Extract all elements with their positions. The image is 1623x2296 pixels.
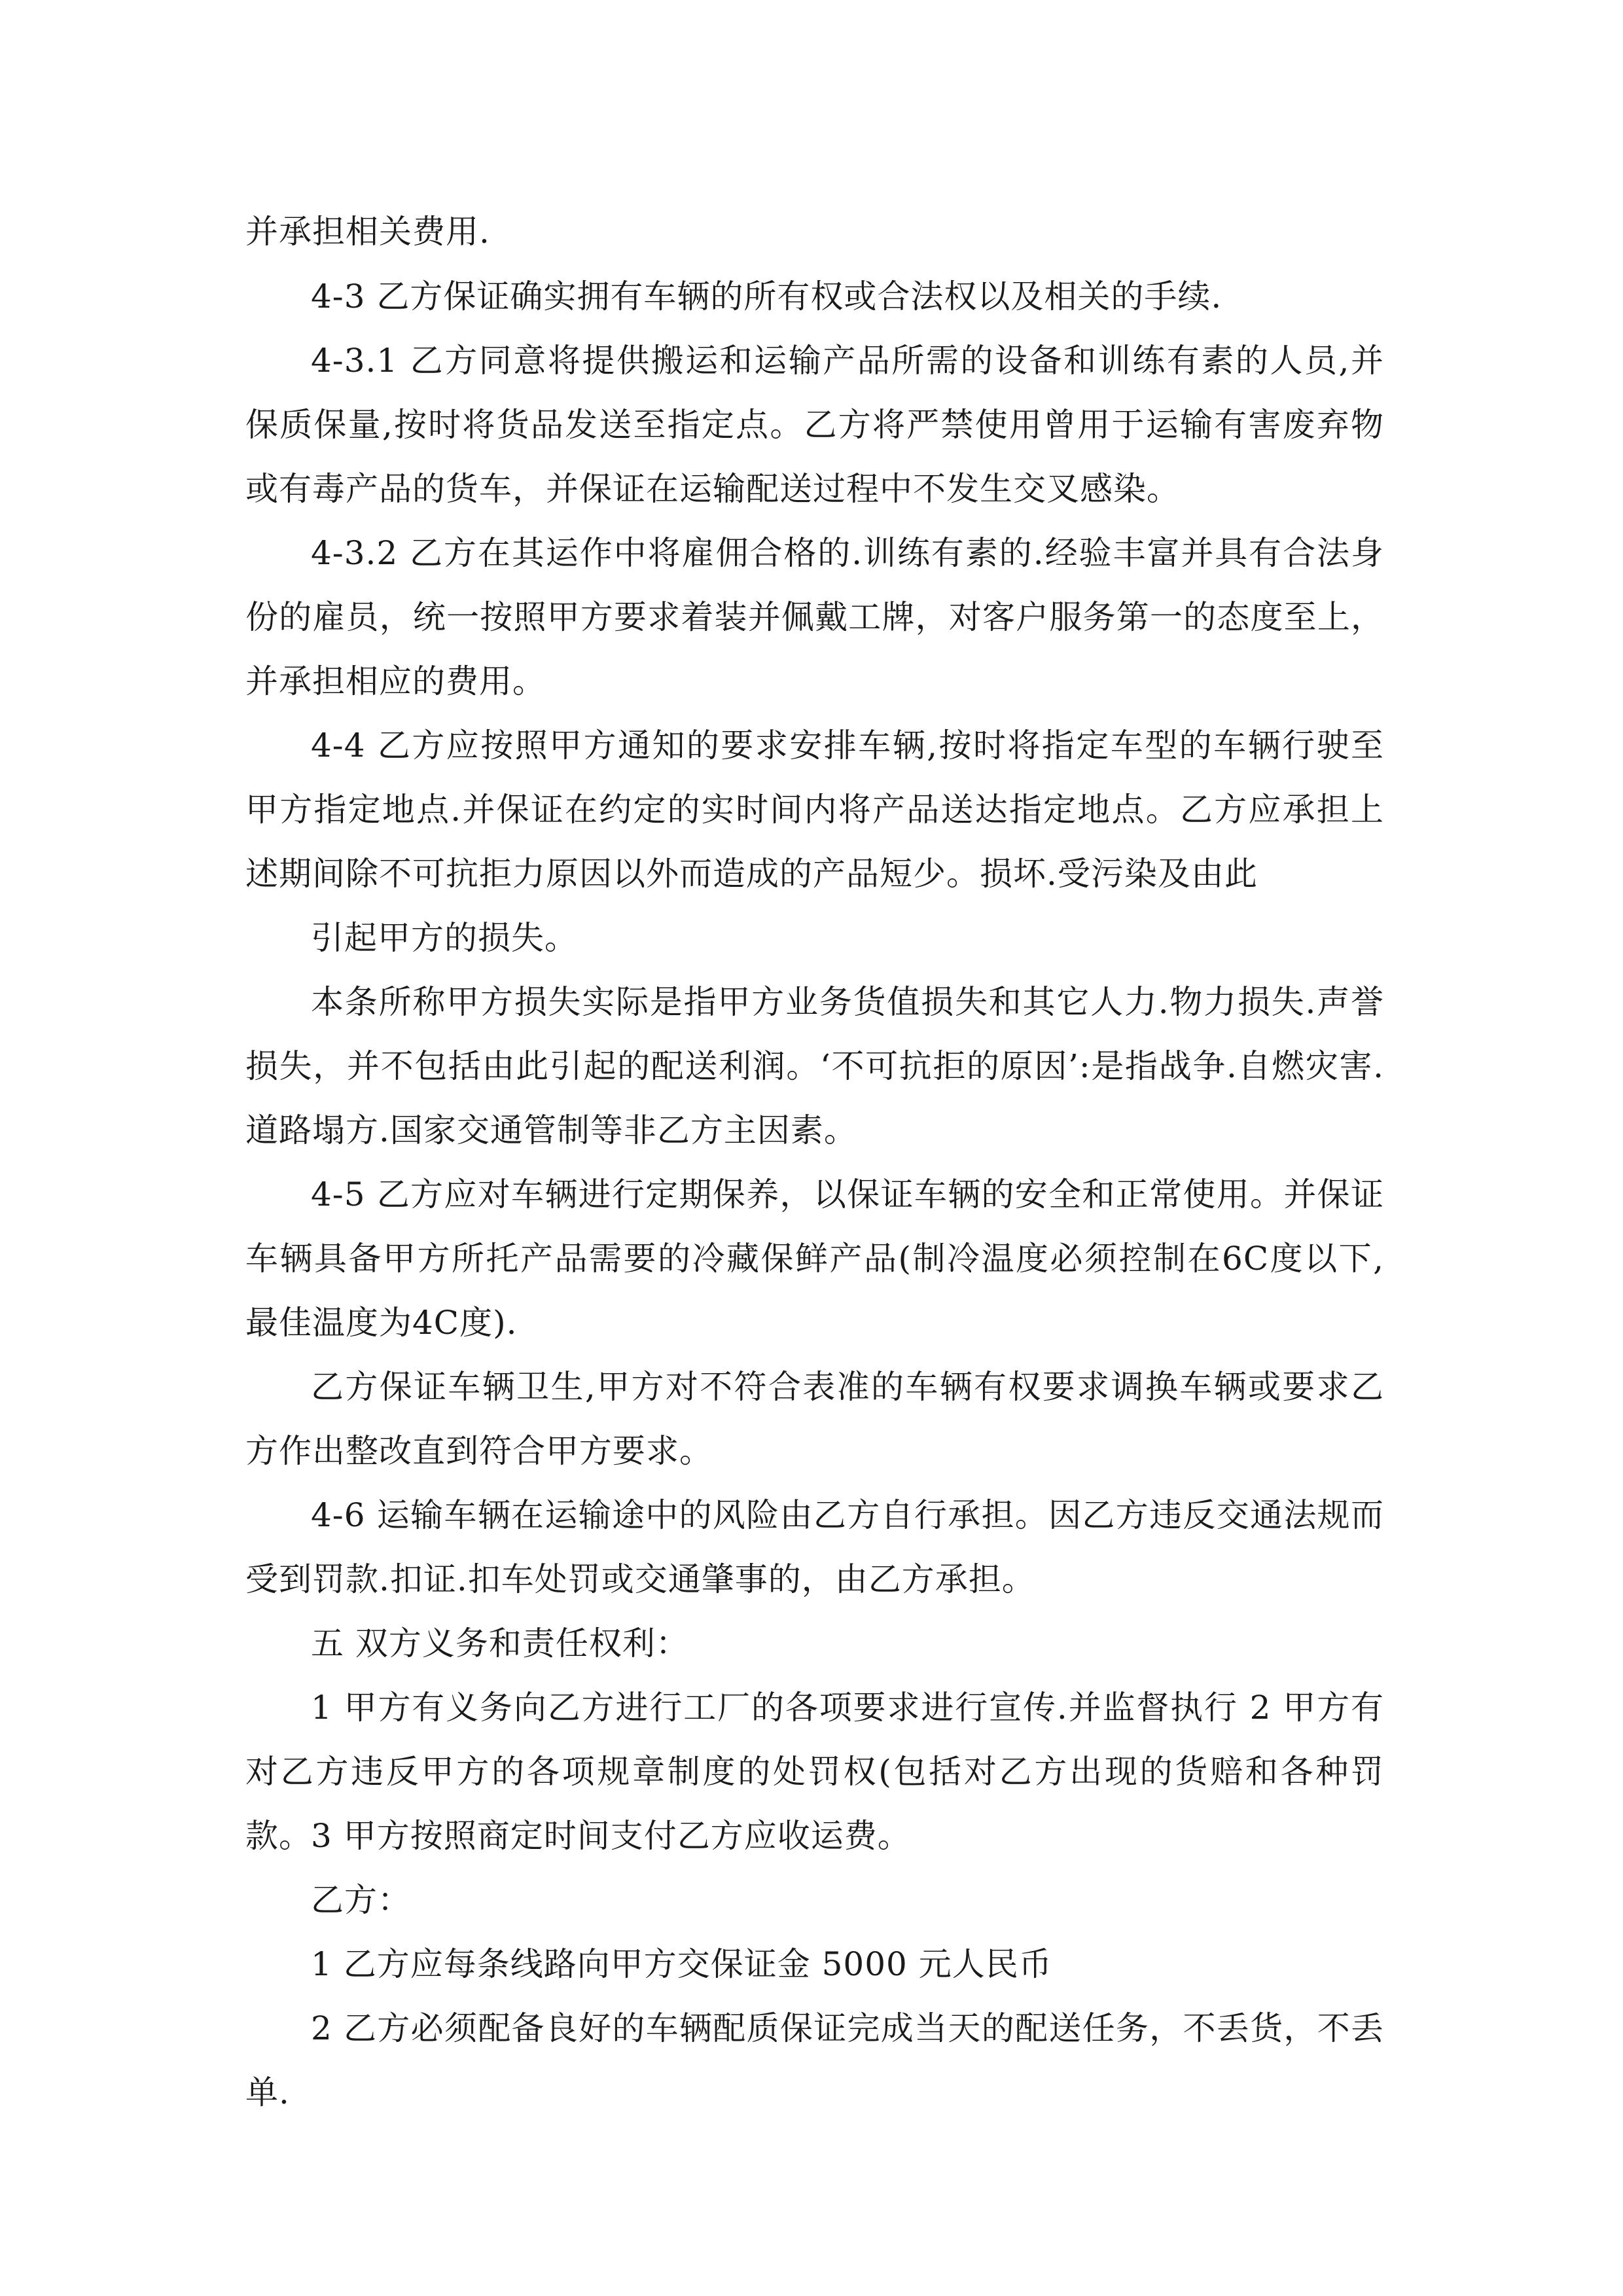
party-b-heading: 乙方：: [311, 1881, 411, 1919]
clause-4-3-2: 4-3.2 乙方在其运作中将雇佣合格的.训练有素的.经验丰富并具有合法身份的雇员，统一按照甲方要求着装并佩戴工牌，对客户服务第一的态度至上，并承担相应的费用。: [245, 534, 1384, 700]
party-b-duty-1: 1 乙方应每条线路向甲方交保证金 5000 元人民币: [311, 1945, 1052, 1983]
vehicle-hygiene-paragraph: 乙方保证车辆卫生,甲方对不符合表准的车辆有权要求调换车辆或要求乙方作出整改直到符合甲方要求。: [245, 1368, 1384, 1470]
section-5-heading: 五 双方义务和责任权利：: [311, 1624, 689, 1662]
clause-4-4: 4-4 乙方应按照甲方通知的要求安排车辆,按时将指定车型的车辆行驶至甲方指定地点.并保证在约定的实时间内将产品送达指定地点。乙方应承担上述期间除不可抗拒力原因以外而造成的产品短少。损坏.受污染及由此: [245, 726, 1384, 893]
clause-4-6: 4-6 运输车辆在运输途中的风险由乙方自行承担。因乙方违反交通法规而受到罚款.扣证.扣车处罚或交通肇事的，由乙方承担。: [245, 1496, 1384, 1598]
paragraph-continuation: 并承担相关费用.: [245, 213, 490, 251]
clause-4-4-continuation: 引起甲方的损失。: [311, 919, 578, 957]
clause-4-3: 4-3 乙方保证确实拥有车辆的所有权或合法权以及相关的手续.: [311, 278, 1222, 315]
clause-4-3-1: 4-3.1 乙方同意将提供搬运和运输产品所需的设备和训练有素的人员,并保质保量,按时将货品发送至指定点。乙方将严禁使用曾用于运输有害废弃物或有毒产品的货车，并保证在运输配送过程中不发生交叉感染。: [245, 342, 1384, 508]
party-a-duty-3: 3 甲方按照商定时间支付乙方应收运费。: [311, 1817, 911, 1855]
clause-4-5: 4-5 乙方应对车辆进行定期保养，以保证车辆的安全和正常使用。并保证车辆具备甲方所托产品需要的冷藏保鲜产品(制冷温度必须控制在6C度以下,最佳温度为4C度).: [245, 1175, 1384, 1342]
party-b-duty-2: 2 乙方必须配备良好的车辆配质保证完成当天的配送任务，不丢货，不丢单.: [245, 2009, 1384, 2111]
loss-definition-paragraph: 本条所称甲方损失实际是指甲方业务货值损失和其它人力.物力损失.声誉损失，并不包括由此引起的配送利润。‘不可抗拒的原因’:是指战争.自燃灾害.道路塌方.国家交通管制等非乙方主因素。: [245, 983, 1384, 1149]
party-a-duty-1-2: 1 甲方有义务向乙方进行工厂的各项要求进行宣传.并监督执行 2 甲方有对乙方违反甲方的各项规章制度的处罚权(包括对乙方出现的货赔和各种罚款。: [245, 1689, 1384, 1855]
